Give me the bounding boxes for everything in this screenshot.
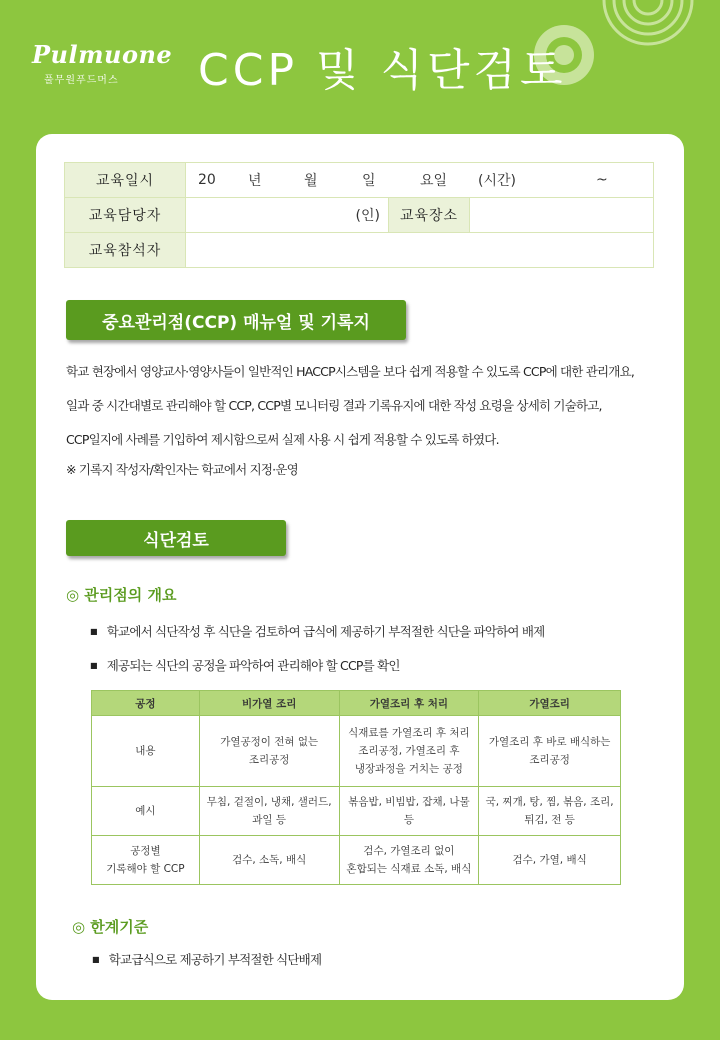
section-menu-review-title: 식단검토	[66, 520, 286, 556]
process-header-nonheated: 비가열 조리	[199, 691, 339, 716]
section-ccp-note: ※ 기록지 작성자/확인자는 학교에서 지정·운영	[66, 462, 298, 477]
overview-bullet-1: ■ 학교에서 식단작성 후 식단을 검토하여 급식에 제공하기 부적절한 식단을 파악하여 배제	[90, 622, 544, 640]
table-cell: 검수, 소독, 배식	[199, 836, 339, 885]
overview-bullet-2: ■ 제공되는 식단의 공정을 파악하여 관리해야 할 CCP를 확인	[90, 656, 400, 674]
date-label: 교육일시	[65, 163, 186, 198]
table-cell: 검수, 가열조리 없이 혼합되는 식재료 소독, 배식	[339, 836, 479, 885]
limit-bullet-1: ■ 학교급식으로 제공하기 부적절한 식단배제	[92, 950, 321, 968]
table-cell: 내용	[92, 716, 200, 787]
brand-logo	[32, 40, 172, 86]
training-info-table	[64, 162, 654, 268]
page-title: CCP 및 식단검토	[198, 45, 567, 96]
place-field[interactable]	[470, 198, 654, 233]
date-time-label: (시간)	[478, 173, 516, 189]
table-cell: 볶음밥, 비빔밥, 잡채, 나물 등	[339, 787, 479, 836]
table-cell: 예시	[92, 787, 200, 836]
limit-heading: ◎ 한계기준	[72, 918, 149, 936]
date-year-unit: 년	[248, 173, 262, 189]
table-cell: 국, 찌개, 탕, 찜, 볶음, 조리, 튀김, 전 등	[479, 787, 621, 836]
place-label: 교육장소	[389, 198, 470, 233]
process-table	[91, 690, 621, 885]
date-month-unit: 월	[304, 173, 318, 189]
table-cell: 공정별 기록해야 할 CCP	[92, 836, 200, 885]
table-cell: 가열조리 후 바로 배식하는 조리공정	[479, 716, 621, 787]
process-header-process: 공정	[92, 691, 200, 716]
attendee-field[interactable]	[186, 233, 654, 268]
overview-heading: ◎ 관리점의 개요	[66, 586, 177, 604]
section-ccp-title: 중요관리점(CCP) 매뉴얼 및 기록지	[66, 300, 406, 340]
date-day-unit: 일	[362, 173, 376, 189]
table-cell: 무침, 겉절이, 냉채, 샐러드, 과일 등	[199, 787, 339, 836]
sign-mark: (인)	[355, 208, 380, 224]
table-cell: 가열공정이 전혀 없는 조리공정	[199, 716, 339, 787]
content-card	[36, 134, 684, 1000]
date-year-prefix: 20	[198, 172, 216, 188]
date-weekday-unit: 요일	[420, 173, 448, 189]
section-ccp-line-1: 학교 현장에서 영양교사·영양사들이 일반적인 HACCP시스템을 보다 쉽게 적용할 수 있도록 CCP에 대한 관리개요,	[66, 364, 635, 379]
section-ccp-line-3: CCP일지에 사례를 기입하여 제시함으로써 실제 사용 시 쉽게 적용할 수 있도록 하였다.	[66, 432, 499, 447]
manager-field[interactable]	[186, 198, 389, 233]
attendee-label: 교육참석자	[65, 233, 186, 268]
process-header-heated: 가열조리	[479, 691, 621, 716]
process-header-post-heat: 가열조리 후 처리	[339, 691, 479, 716]
table-cell: 검수, 가열, 배식	[479, 836, 621, 885]
table-cell: 식재료를 가열조리 후 처리 조리공정, 가열조리 후 냉장과정을 거치는 공정	[339, 716, 479, 787]
section-ccp-line-2: 일과 중 시간대별로 관리해야 할 CCP, CCP별 모니터링 결과 기록유지에 대한 작성 요령을 상세히 기술하고,	[66, 398, 602, 413]
date-time-tilde: ~	[596, 172, 608, 188]
brand-name: Pulmuone	[32, 40, 173, 69]
date-field[interactable]	[186, 163, 654, 198]
brand-subtitle: 풀무원푸드머스	[44, 75, 119, 86]
manager-label: 교육담당자	[65, 198, 186, 233]
